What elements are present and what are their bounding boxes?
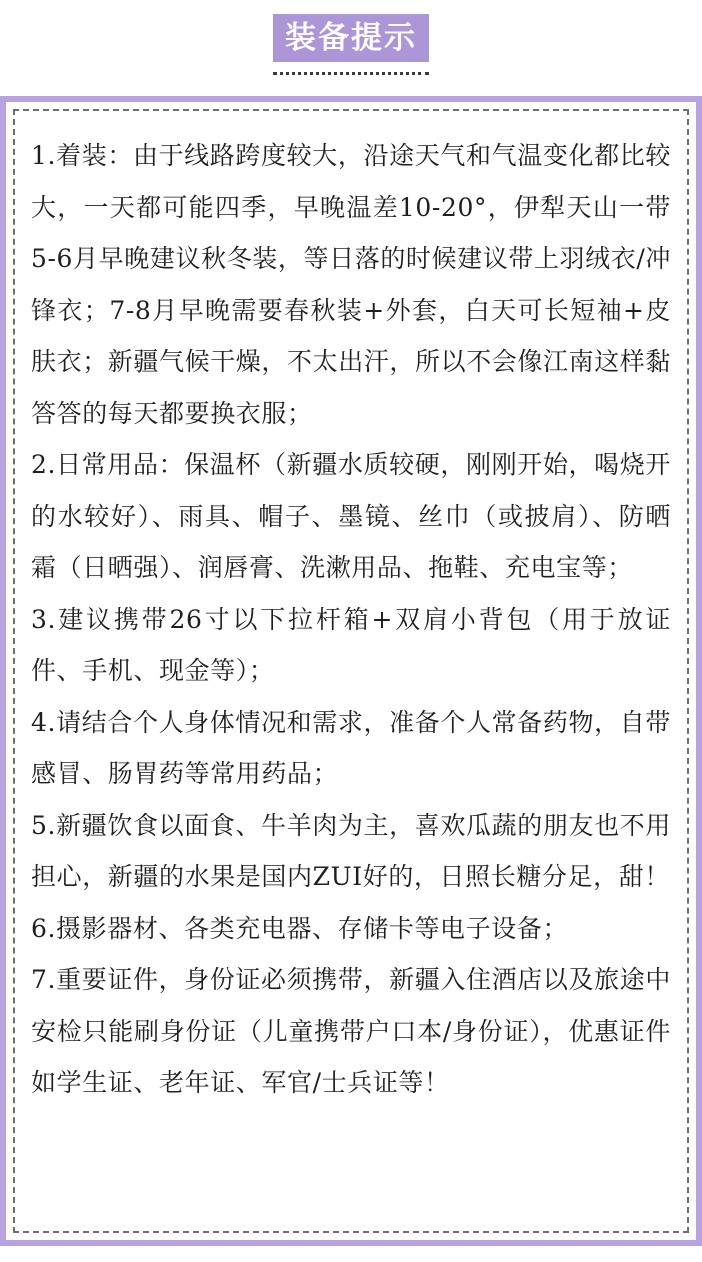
list-item-documents: 7.重要证件，身份证必须携带，新疆入住酒店以及旅途中安检只能刷身份证（儿童携带户口本/身份证），优惠证件如学生证、老年证、军官/士兵证等！ [31, 965, 671, 1097]
equipment-list [31, 130, 671, 1109]
title-dotted-underline [273, 72, 429, 75]
page-title: 装备提示 [273, 14, 429, 62]
list-item-luggage: 3.建议携带26寸以下拉杆箱+双肩小背包（用于放证件、手机、现金等）； [31, 604, 671, 685]
list-item-medicine: 4.请结合个人身体情况和需求，准备个人常备药物，自带感冒、肠胃药等常用药品； [31, 707, 671, 788]
list-item-electronics: 6.摄影器材、各类充电器、存储卡等电子设备； [31, 913, 569, 943]
list-item-clothing: 1.着装：由于线路跨度较大，沿途天气和气温变化都比较大，一天都可能四季，早晚温差10-20°，伊犁天山一带5-6月早晚建议秋冬装，等日落的时候建议带上羽绒衣/冲锋衣；7-8月早晚需要春秋装+外套，白天可长短袖+皮肤衣；新疆气候干燥，不太出汗，所以不会像江南这样黏答答的每天都要换衣服； [31, 141, 672, 428]
bottom-margin [0, 1246, 702, 1262]
list-item-daily-supplies: 2.日常用品：保温杯（新疆水质较硬，刚刚开始，喝烧开的水较好）、雨具、帽子、墨镜、丝巾（或披肩）、防晒霜（日晒强）、润唇膏、洗漱用品、拖鞋、充电宝等； [31, 450, 671, 582]
header [0, 0, 702, 96]
list-item-food: 5.新疆饮食以面食、牛羊肉为主，喜欢瓜蔬的朋友也不用担心，新疆的水果是国内ZUI好的，日照长糖分足，甜！ [31, 810, 671, 891]
